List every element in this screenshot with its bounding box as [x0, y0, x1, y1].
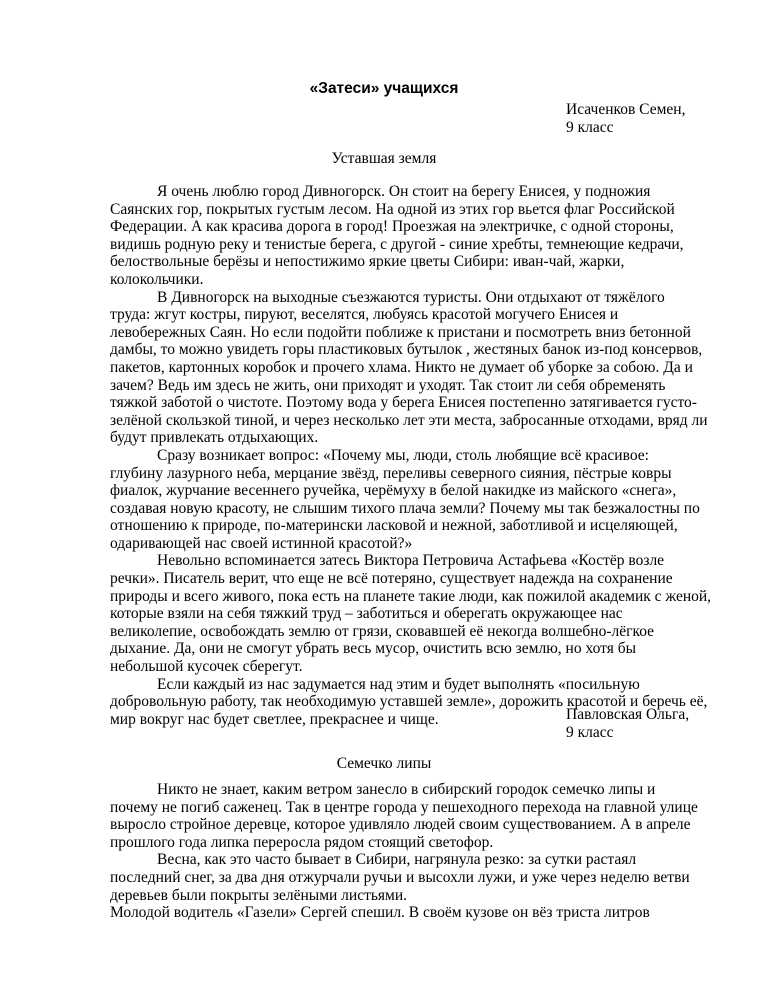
- essay2-author-name: Павловская Ольга,: [566, 706, 690, 723]
- essay1-text-line: левобережных Саян. Но если подойти поближе к пристани и посмотреть вниз бетонной: [110, 323, 691, 341]
- essay1-text-line: В Дивногорск на выходные съезжаются туристы. Они отдыхают от тяжёлого: [157, 288, 665, 306]
- essay2-author-class: 9 класс: [566, 724, 614, 741]
- essay1-text-line: белоствольные берёзы и непостижимо яркие цветы Сибири: иван-чай, жарки,: [110, 253, 625, 271]
- essay2-text-line: Весна, как это часто бывает в Сибири, нагрянула резко: за сутки растаял: [157, 851, 637, 869]
- essay1-text-line: Сразу возникает вопрос: «Почему мы, люди, столь любящие всё красивое:: [157, 446, 649, 464]
- essay1-text-line: добровольную работу, так необходимую уставшей земле», дорожить красотой и беречь её,: [110, 693, 708, 711]
- essay1-text-line: тяжкой заботой о чистоте. Поэтому вода у берега Енисея постепенно затягивается густо-: [110, 394, 697, 412]
- essay1-text-line: пакетов, картонных коробок и прочего хлама. Никто не думает об уборке за собою. Да и: [110, 358, 693, 376]
- essay2-text-line: прошлого года липка переросла рядом стоящий светофор.: [110, 833, 494, 851]
- essay1-text-line: колокольчики.: [110, 270, 204, 288]
- essay1-author: [566, 101, 756, 137]
- essay1-text-line: видишь родную реку и тенистые берега, с другой - синие хребты, темнеющие кедрачи,: [110, 235, 684, 253]
- essay2-text-line: Никто не знает, каким ветром занесло в сибирский городок семечко липы и: [157, 781, 656, 798]
- essay1-text-line: мир вокруг нас будет светлее, прекраснее и чище.: [110, 710, 439, 728]
- essay1-text-line: глубину лазурного неба, мерцание звёзд, переливы северного сияния, пёстрые ковры: [110, 464, 672, 482]
- essay1-text-line: одаривающей нас своей истинной красотой?»: [110, 534, 413, 552]
- document-title: «Затеси» учащихся: [309, 80, 459, 97]
- essay1-text-line: Если каждый из нас задумается над этим и будет выполнять «посильную: [157, 675, 640, 693]
- essay1-author-class: 9 класс: [566, 119, 614, 136]
- essay1-text-line: фиалок, журчание весеннего ручейка, черёмуху в белой накидке из майского «снега»,: [110, 482, 677, 500]
- essay1-text-line: создавая новую красоту, не слышим тихого плача земли? Почему мы так безжалостны по: [110, 499, 700, 517]
- essay1-text-line: Федерации. А как красива дорога в город! Проезжая на электричке, с одной стороны,: [110, 218, 674, 236]
- essay1-text-line: будут привлекать отдыхающих.: [110, 429, 319, 447]
- essay1-text-line: Саянских гор, покрытых густым лесом. На одной из этих гор вьется флаг Российской: [110, 200, 675, 218]
- essay1-heading: Уставшая земля: [331, 150, 437, 167]
- essay1-text-line: труда: жгут костры, пируют, веселятся, любуясь красотой могучего Енисея и: [110, 306, 619, 324]
- essay1-text-line: Я очень люблю город Дивногорск. Он стоит на берегу Енисея, у подножия: [157, 183, 651, 200]
- essay1-author-name: Исаченков Семен,: [566, 101, 686, 118]
- essay1-text-line: зачем? Ведь им здесь не жить, они приходят и уходят. Так стоит ли себя обременять: [110, 376, 666, 394]
- essay2-author: [566, 706, 756, 742]
- essay1-text-line: природы и всего живого, пока есть на планете такие люди, как пожилой академик с женой,: [110, 587, 712, 605]
- essay1-text-line: речки». Писатель верит, что еще не всё потеряно, существует надежда на сохранение: [110, 570, 673, 588]
- essay1-body: [110, 183, 712, 728]
- essay2-heading: Семечко липы: [336, 755, 432, 772]
- essay1-text-line: отношению к природе, по-матерински ласковой и нежной, заботливой и исцеляющей,: [110, 517, 678, 535]
- essay1-text-line: зелёной скользкой тиной, и через несколько лет эти места, забросанные отходами, вряд ли: [110, 411, 708, 429]
- essay2-text-line: выросло стройное деревце, которое удивляло людей своим существованием. А в апреле: [110, 816, 691, 834]
- essay1-text-line: небольшой кусочек сберегут.: [110, 658, 303, 676]
- essay2-text-line: почему не погиб саженец. Так в центре города у пешеходного перехода на главной улице: [110, 798, 698, 816]
- essay1-text-line: Невольно вспоминается затесь Виктора Петровича Астафьева «Костёр возле: [157, 552, 665, 570]
- essay2-text-line: последний снег, за два дня отжурчали ручьи и высохли лужи, и уже через неделю ветви: [110, 868, 690, 886]
- essay2-body: [110, 781, 698, 922]
- essay1-text-line: великолепие, освобождать землю от грязи, сковавшей её некогда волшебно-лёгкое: [110, 622, 655, 640]
- essay2-text-line: Молодой водитель «Газели» Сергей спешил. В своём кузове он вёз триста литров: [110, 904, 650, 922]
- essay1-text-line: дыхание. Да, они не смогут убрать весь мусор, очистить всю землю, но хотя бы: [110, 640, 637, 658]
- essay1-text-line: дамбы, то можно увидеть горы пластиковых бутылок , жестяных банок из-под консервов,: [110, 341, 703, 359]
- essay2-text-line: деревьев были покрыты зелёными листьями.: [110, 886, 408, 904]
- essay1-text-line: которые взяли на себя тяжкий труд – заботиться и оберегать окружающее нас: [110, 605, 623, 623]
